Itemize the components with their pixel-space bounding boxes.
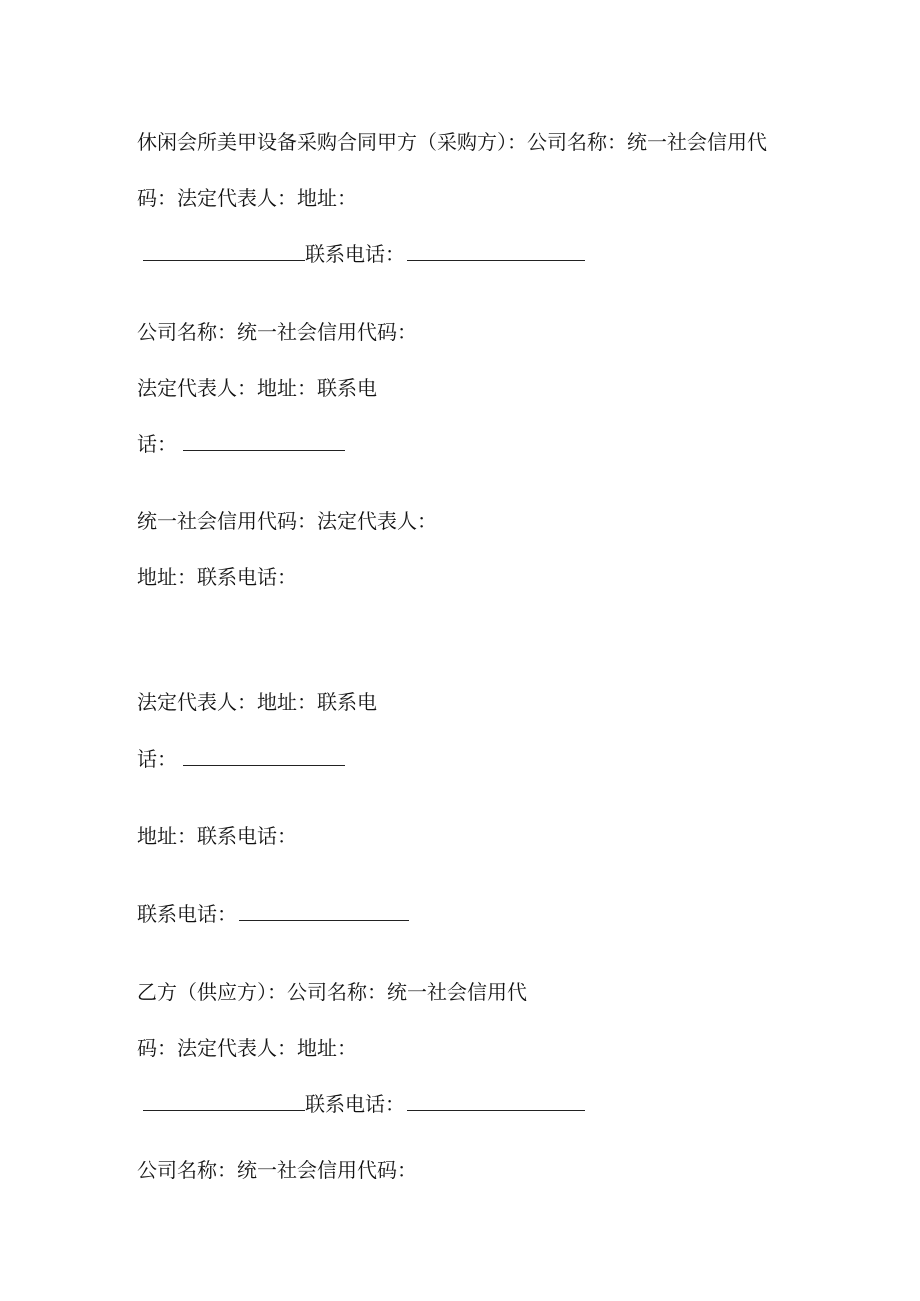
title-text: 休闲会所美甲设备采购合同甲方（采购方）：公司名称：统一社会信用代 [137,130,767,154]
phone-label: 联系电话： [305,242,405,266]
phone-line [137,902,409,926]
phone-cont-label: 话： [137,747,177,771]
phone-label: 联系电话： [305,1092,405,1116]
party-b-info-line [137,1036,357,1060]
company-line [137,320,417,344]
address-phone-line-2 [137,824,297,848]
rep-address-line [137,376,377,400]
company-line-2 [137,1158,417,1182]
phone-cont-line-2 [137,747,345,771]
phone-blank [183,747,345,766]
party-a-phone-line [143,242,585,266]
contract-title-line [137,130,767,154]
address-phone-line [137,565,297,589]
company-text: 公司名称：统一社会信用代码： [137,1158,417,1182]
party-b-text: 乙方（供应方）：公司名称：统一社会信用代 [137,980,527,1004]
phone-blank [407,1092,585,1111]
party-b-line [137,980,527,1004]
company-text: 公司名称：统一社会信用代码： [137,320,417,344]
info-text: 码：法定代表人：地址： [137,1036,357,1060]
address-phone-text: 地址：联系电话： [137,565,297,589]
address-phone-text: 地址：联系电话： [137,824,297,848]
phone-cont-line [137,432,345,456]
rep-text: 法定代表人：地址：联系电 [137,690,377,714]
address-blank [143,1092,305,1111]
phone-blank [239,902,409,921]
phone-cont-label: 话： [137,432,177,456]
info-text: 码：法定代表人：地址： [137,186,357,210]
address-blank [143,242,305,261]
credit-text: 统一社会信用代码：法定代表人： [137,509,437,533]
party-b-phone-line [143,1092,585,1116]
phone-blank [183,432,345,451]
phone-label: 联系电话： [137,902,237,926]
party-a-info-line [137,186,357,210]
rep-address-line-2 [137,690,377,714]
credit-code-line [137,509,437,533]
phone-blank [407,242,585,261]
rep-text: 法定代表人：地址：联系电 [137,376,377,400]
